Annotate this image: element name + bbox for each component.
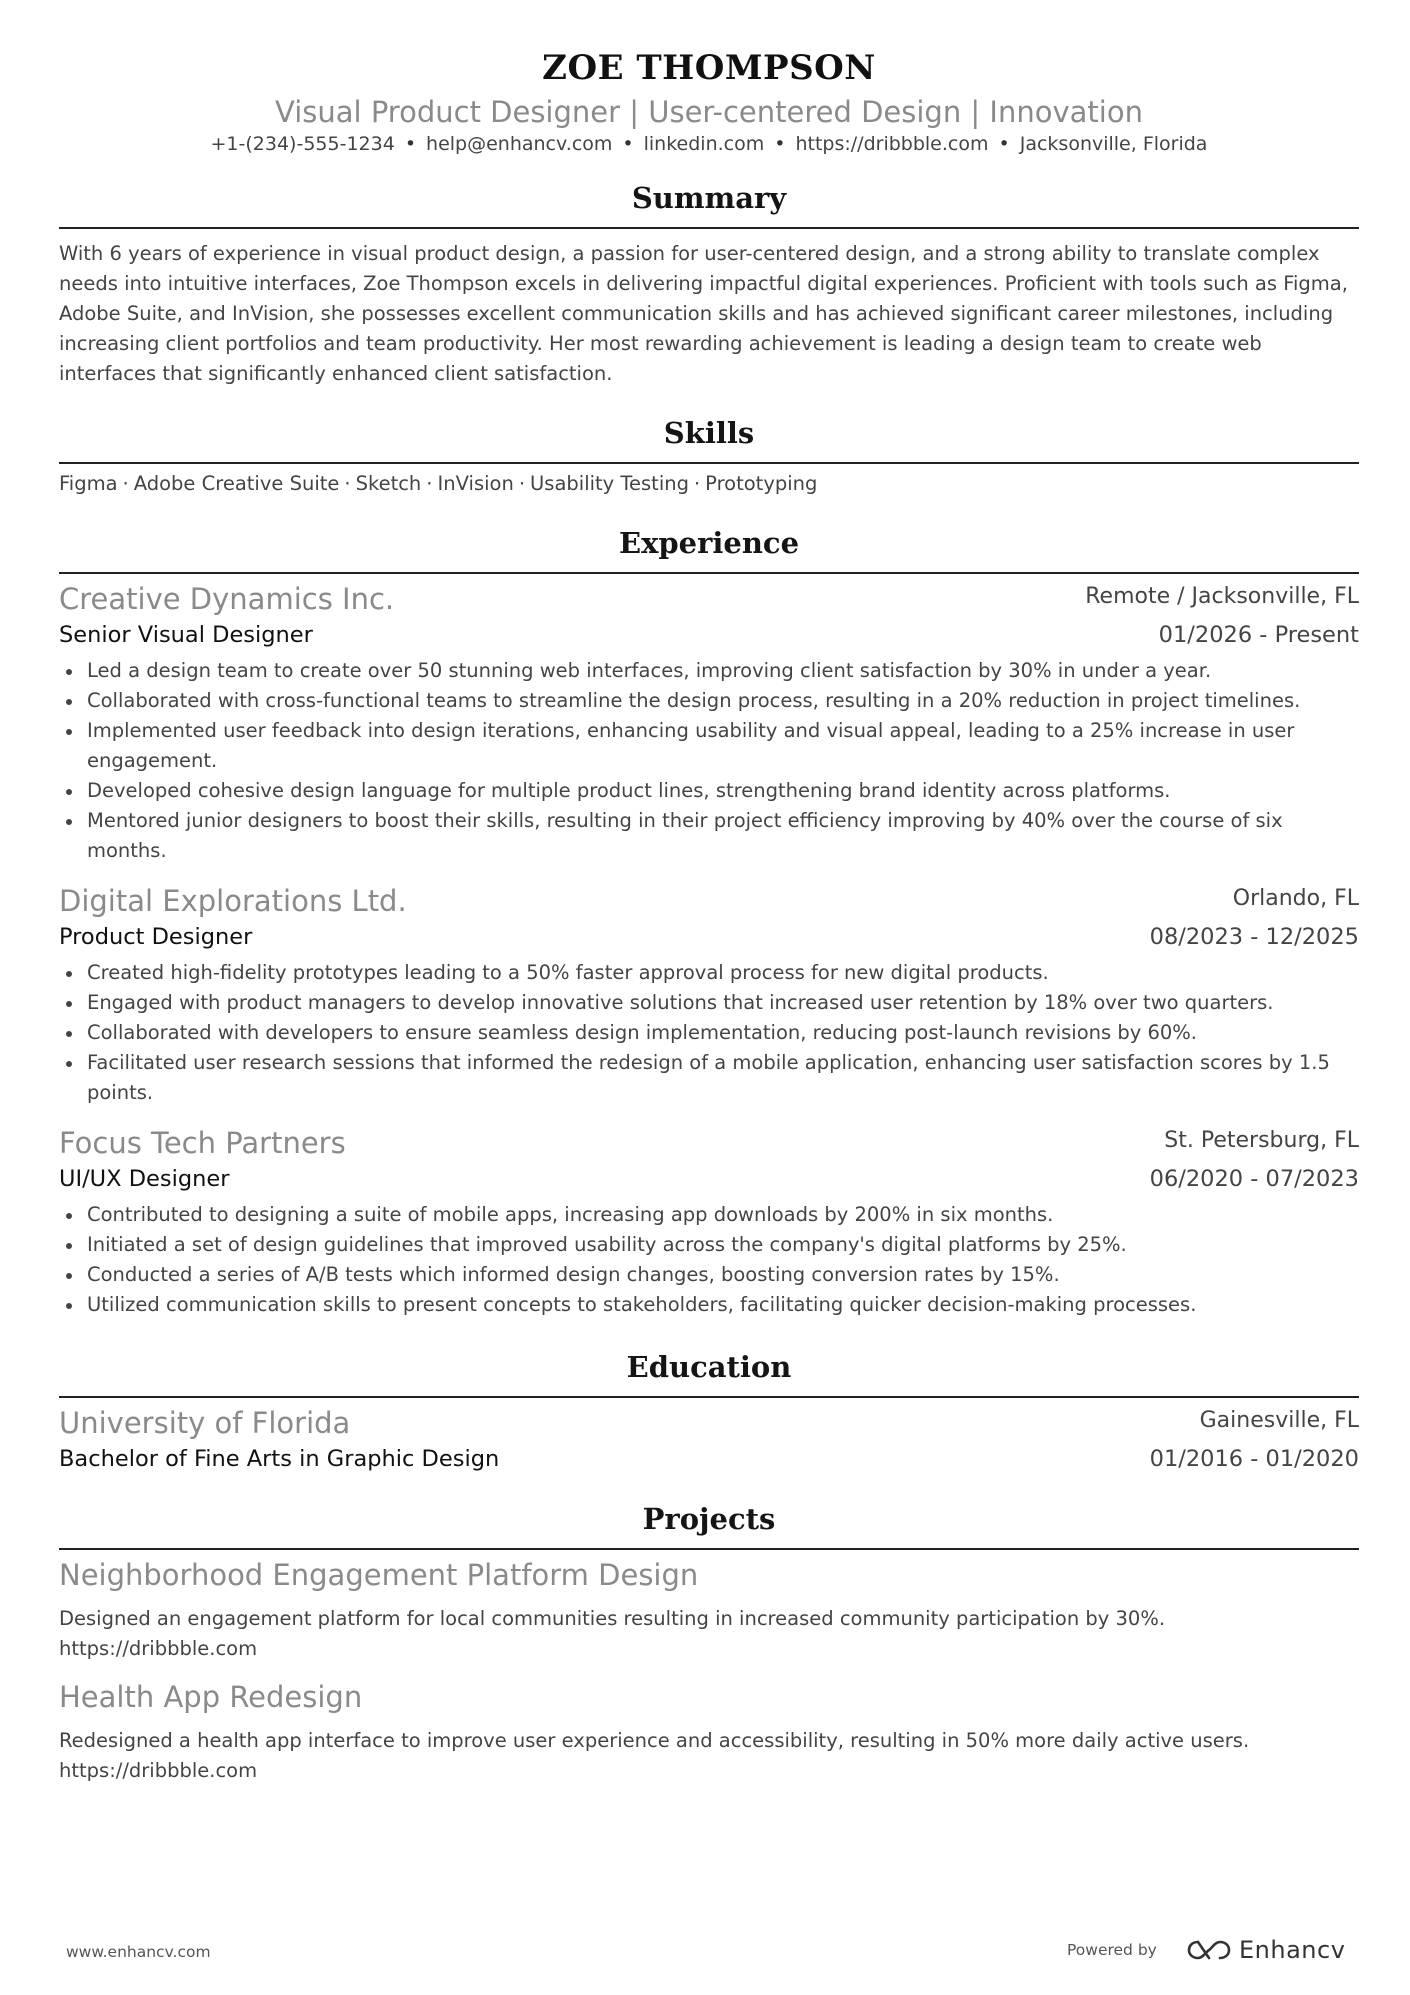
powered-by-label: Powered by xyxy=(1067,1941,1157,1959)
skill-separator: · xyxy=(426,472,433,495)
list-item: Utilized communication skills to present concepts to stakeholders, facilitating quicker decision-making processes. xyxy=(59,1290,1359,1320)
portfolio-link[interactable]: https://dribbble.com xyxy=(795,133,989,155)
skill-item: Usability Testing xyxy=(530,472,689,495)
list-item: Developed cohesive design language for multiple product lines, strengthening brand identity across platforms. xyxy=(59,776,1359,806)
contact-separator: • xyxy=(622,133,634,155)
section-divider xyxy=(59,1548,1359,1550)
skill-item: Figma xyxy=(59,472,118,495)
list-item: Conducted a series of A/B tests which informed design changes, boosting conversion rates by 15%. xyxy=(59,1260,1359,1290)
project-description: Redesigned a health app interface to improve user experience and accessibility, resulting in 50% more daily active users. xyxy=(59,1729,1250,1752)
job-dates: 08/2023 - 12/2025 xyxy=(1149,924,1359,950)
skills-heading: Skills xyxy=(663,416,755,450)
list-item: Implemented user feedback into design iterations, enhancing usability and visual appeal, leading to a 25% increase in user engagement. xyxy=(59,716,1359,776)
project-link[interactable]: https://dribbble.com xyxy=(59,1759,258,1782)
company-name: Creative Dynamics Inc. xyxy=(59,582,395,616)
section-divider xyxy=(59,1396,1359,1398)
list-item: Collaborated with developers to ensure seamless design implementation, reducing post-launch revisions by 60%. xyxy=(59,1018,1359,1048)
project-title: Health App Redesign xyxy=(59,1680,363,1714)
school-name: University of Florida xyxy=(59,1406,351,1440)
summary-text: With 6 years of experience in visual product design, a passion for user-centered design, and a strong ability to translate complex needs into intuitive interfaces, Zoe Thompson excels in delivering impactful digital experiences. Proficient with tools such as Figma, Adobe Suite, and InVision, she possesses excellent communication skills and has achieved significant career milestones, including increasing client portfolios and team productivity. Her most rewarding achievement is leading a design team to create web interfaces that significantly enhanced client satisfaction. xyxy=(59,242,1348,385)
project-description: Designed an engagement platform for local communities resulting in increased community participation by 30%. xyxy=(59,1607,1166,1630)
list-item: Led a design team to create over 50 stunning web interfaces, improving client satisfaction by 30% in under a year. xyxy=(59,656,1359,686)
job-title: UI/UX Designer xyxy=(59,1166,230,1192)
skills-list xyxy=(59,472,1359,495)
project-link[interactable]: https://dribbble.com xyxy=(59,1637,258,1660)
job-bullets xyxy=(59,958,1359,1108)
enhancv-brand[interactable] xyxy=(1187,1935,1345,1965)
job-location: Orlando, FL xyxy=(1232,886,1359,911)
job-bullets xyxy=(59,656,1359,866)
skill-separator: · xyxy=(344,472,351,495)
linkedin-link[interactable]: linkedin.com xyxy=(643,133,765,155)
education-heading: Education xyxy=(626,1350,792,1384)
job-title: Product Designer xyxy=(59,924,253,950)
skill-separator: · xyxy=(122,472,129,495)
degree: Bachelor of Fine Arts in Graphic Design xyxy=(59,1446,500,1472)
summary-heading: Summary xyxy=(631,181,787,215)
job-dates: 06/2020 - 07/2023 xyxy=(1149,1166,1359,1192)
job-title: Senior Visual Designer xyxy=(59,622,313,648)
contact-separator: • xyxy=(404,133,417,155)
company-name: Focus Tech Partners xyxy=(59,1126,346,1160)
skill-item: Prototyping xyxy=(705,472,818,495)
contact-separator: • xyxy=(774,133,786,155)
job-dates: 01/2026 - Present xyxy=(1158,622,1359,648)
job-location: St. Petersburg, FL xyxy=(1164,1128,1359,1153)
job-location: Remote / Jacksonville, FL xyxy=(1085,584,1359,609)
education-dates: 01/2016 - 01/2020 xyxy=(1149,1446,1359,1472)
location: Jacksonville, Florida xyxy=(1019,133,1208,155)
enhancv-logo-icon xyxy=(1187,1939,1231,1961)
section-divider xyxy=(59,572,1359,574)
email-link[interactable]: help@enhancv.com xyxy=(426,133,613,155)
skill-separator: · xyxy=(518,472,526,495)
list-item: Initiated a set of design guidelines that improved usability across the company's digital platforms by 25%. xyxy=(59,1230,1359,1260)
list-item: Contributed to designing a suite of mobile apps, increasing app downloads by 200% in six months. xyxy=(59,1200,1359,1230)
project-title: Neighborhood Engagement Platform Design xyxy=(59,1558,699,1592)
list-item: Created high-fidelity prototypes leading to a 50% faster approval process for new digital products. xyxy=(59,958,1359,988)
skill-separator: · xyxy=(693,472,701,495)
company-name: Digital Explorations Ltd. xyxy=(59,884,407,918)
list-item: Facilitated user research sessions that informed the redesign of a mobile application, enhancing user satisfaction scores by 1.5 points. xyxy=(59,1048,1359,1108)
list-item: Mentored junior designers to boost their skills, resulting in their project efficiency improving by 40% over the course of six months. xyxy=(59,806,1359,866)
job-bullets xyxy=(59,1200,1359,1320)
contact-separator: • xyxy=(998,133,1010,155)
phone[interactable]: +1-(234)-555-1234 xyxy=(210,133,395,155)
candidate-tagline: Visual Product Designer | User-centered Design | Innovation xyxy=(275,95,1143,129)
footer-website-link[interactable]: www.enhancv.com xyxy=(66,1943,211,1961)
section-divider xyxy=(59,227,1359,229)
candidate-name: ZOE THOMPSON xyxy=(542,48,876,88)
list-item: Engaged with product managers to develop innovative solutions that increased user retention by 18% over two quarters. xyxy=(59,988,1359,1018)
section-divider xyxy=(59,462,1359,464)
projects-heading: Projects xyxy=(642,1502,776,1536)
skill-item: Adobe Creative Suite xyxy=(133,472,340,495)
list-item: Collaborated with cross-functional teams to streamline the design process, resulting in a 20% reduction in project timelines. xyxy=(59,686,1359,716)
school-location: Gainesville, FL xyxy=(1199,1408,1359,1433)
brand-name: Enhancv xyxy=(1239,1936,1346,1964)
contact-line xyxy=(59,133,1359,155)
skill-item: InVision xyxy=(437,472,514,495)
skill-item: Sketch xyxy=(355,472,422,495)
experience-heading: Experience xyxy=(618,526,800,560)
